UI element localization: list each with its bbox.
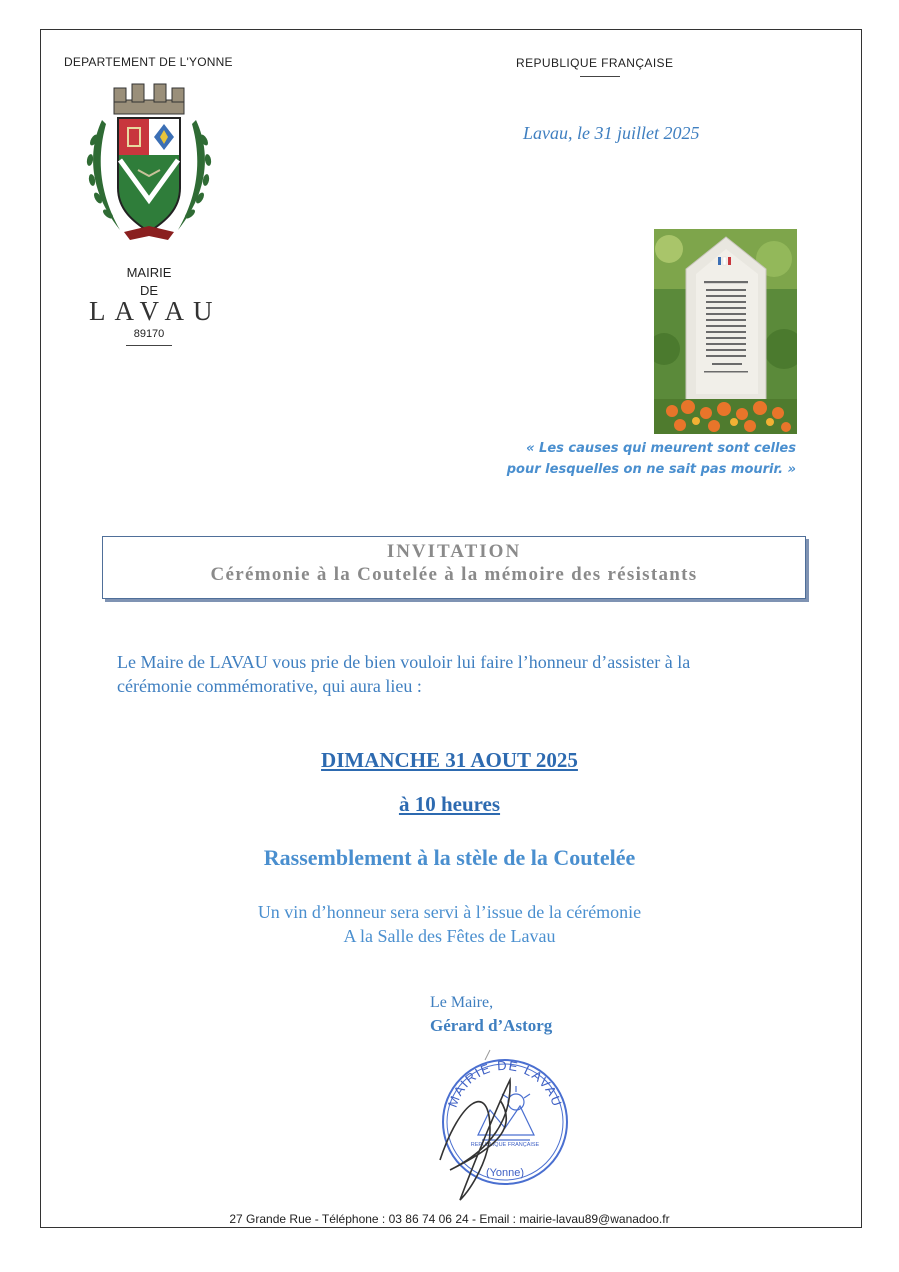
event-date-text: DIMANCHE 31 AOUT 2025	[321, 748, 578, 772]
seal-top-text: MAIRIE DE LAVAU	[444, 1057, 566, 1110]
invitation-title: INVITATION	[386, 541, 522, 562]
mairie-line2: DE	[139, 283, 159, 298]
quote-line1: « Les causes qui meurent sont celles	[526, 441, 796, 456]
invitation-body	[117, 650, 817, 698]
reception-info	[0, 900, 899, 948]
postcode: 89170	[133, 328, 165, 340]
reception-line1: Un vin d’honneur sera servi à l’issue de la cérémonie	[257, 902, 642, 922]
signature-label: Le Maire,	[430, 994, 494, 1011]
signature-name: Gérard d’Astorg	[430, 1016, 553, 1035]
invitation-box	[102, 536, 806, 599]
seal-middle-text: REPUBLIQUE FRANÇAISE	[470, 1142, 540, 1148]
invitation-subtitle: Cérémonie à la Coutelée à la mémoire des résistants	[210, 564, 698, 585]
republic-divider	[580, 76, 620, 77]
footer-contact: 27 Grande Rue - Téléphone : 03 86 74 06 24 - Email : mairie-lavau89@wanadoo.fr	[229, 1212, 670, 1226]
body-line1: Le Maire de LAVAU vous prie de bien vouloir lui faire l’honneur d’assister à la	[117, 652, 691, 672]
town-name: LAVAU	[89, 296, 222, 326]
svg-text:MAIRIE DE LAVAU	[445, 1058, 565, 1109]
date-line: Lavau, le 31 juillet 2025	[523, 123, 700, 143]
mairie-label	[80, 264, 218, 300]
mairie-line1: MAIRIE	[126, 265, 172, 280]
postcode-divider	[126, 345, 172, 346]
event-date	[0, 748, 899, 773]
official-seal-icon	[430, 1040, 580, 1205]
department-label: DEPARTEMENT DE L'YONNE	[64, 55, 233, 69]
event-place: Rassemblement à la stèle de la Coutelée	[263, 845, 636, 870]
quote-line2: pour lesquelles on ne sait pas mourir. »	[506, 462, 796, 477]
event-time-text: à 10 heures	[398, 792, 501, 816]
reception-line2: A la Salle des Fêtes de Lavau	[343, 926, 556, 946]
body-line2: cérémonie commémorative, qui aura lieu :	[117, 676, 422, 696]
memorial-stele-photo	[654, 229, 797, 434]
seal-bottom-text: (Yonne)	[485, 1167, 525, 1179]
event-time	[0, 792, 899, 817]
republic-label: REPUBLIQUE FRANÇAISE	[516, 56, 674, 70]
coat-of-arms-icon	[80, 80, 218, 248]
quote	[478, 438, 796, 480]
